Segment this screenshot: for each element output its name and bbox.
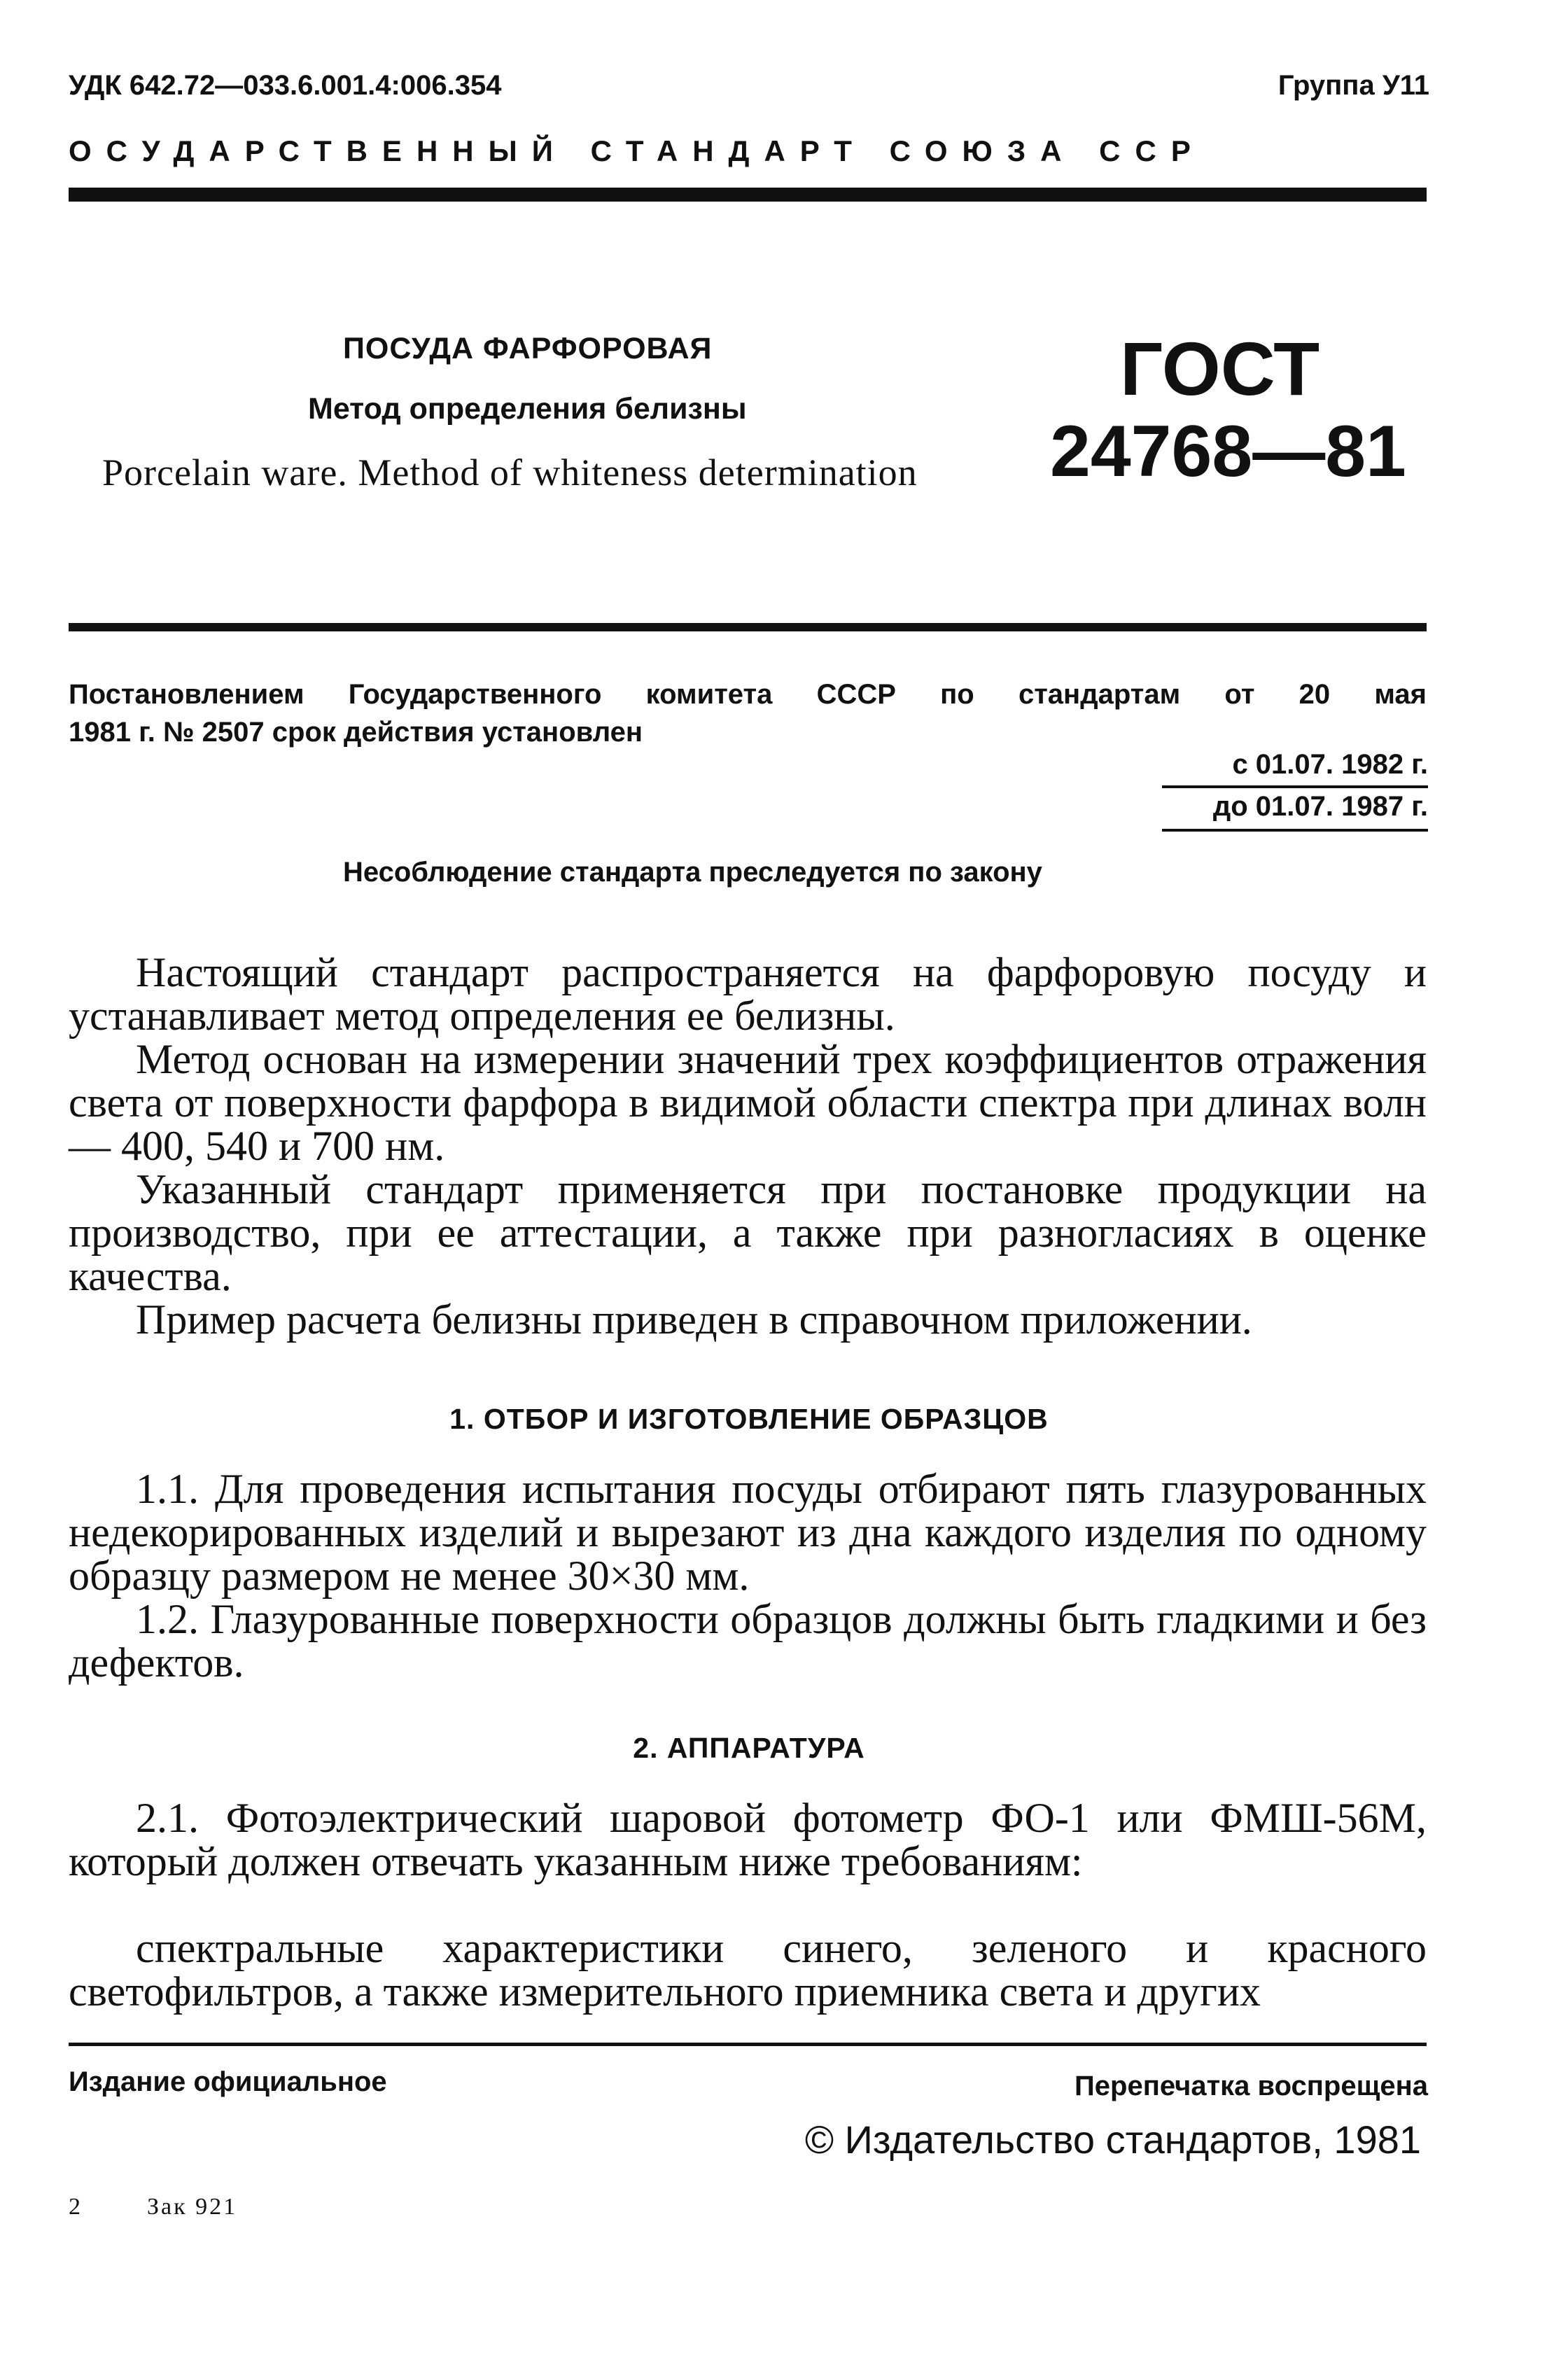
spectral-paragraph (69, 1926, 1427, 2013)
section-1-heading: 1. ОТБОР И ИЗГОТОВЛЕНИЕ ОБРАЗЦОВ (449, 1403, 1049, 1435)
intro-paragraph-4 (69, 1298, 1427, 1341)
intro-text-1: Настоящий стандарт распространяется на фарфоровую посуду и устанавливает метод определения ее белизны. (69, 949, 1427, 1039)
edition-label: Издание официальное (69, 2066, 387, 2097)
footer-rule (69, 2043, 1427, 2046)
clause-2-1-text: 2.1. Фотоэлектрический шаровой фотометр ФО-1 или ФМШ-56М, который должен отвечать указанным ниже требованиям: (69, 1795, 1427, 1884)
law-warning: Несоблюдение стандарта преследуется по закону (343, 857, 1042, 888)
title-rule (69, 623, 1427, 631)
udk-code: УДК 642.72—033.6.001.4:006.354 (69, 70, 502, 101)
validity-rule-2 (1162, 829, 1428, 832)
intro-text-4: Пример расчета белизны приведен в справочном приложении. (136, 1296, 1252, 1343)
intro-paragraph-2 (69, 1037, 1427, 1168)
clause-1-2-text: 1.2. Глазурованные поверхности образцов должны быть гладкими и без дефектов. (69, 1596, 1427, 1686)
group-code: Группа У11 (1278, 70, 1429, 101)
validity-to: до 01.07. 1987 г. (1212, 791, 1428, 822)
intro-paragraph-1 (69, 951, 1427, 1037)
order-number: Зак 921 (147, 2194, 238, 2220)
english-title: Porcelain ware. Method of whiteness determination (102, 451, 918, 493)
page-number: 2 (69, 2194, 80, 2220)
intro-text-3: Указанный стандарт применяется при постановке продукции на производство, при ее аттестации, а также при разногласиях в оценке качества. (69, 1166, 1427, 1299)
clause-1-1-text: 1.1. Для проведения испытания посуды отбирают пять глазурованных недекорированных изделий и вырезают из дна каждого изделия по одному образцу размером не менее 30×30 мм. (69, 1466, 1427, 1599)
intro-paragraph-3 (69, 1168, 1427, 1298)
spectral-text: спектральные характеристики синего, зеленого и красного светофильтров, а также измерительного приемника света и других (69, 1925, 1427, 2015)
intro-text-2: Метод основан на измерении значений трех коэффициентов отражения света от поверхности фарфора в видимой области спектра при длинах волн — 400, 540 и 700 нм. (69, 1036, 1427, 1169)
document-subtitle: Метод определения белизны (308, 392, 747, 426)
decree-line-2: 1981 г. № 2507 срок действия установлен (69, 717, 643, 748)
reprint-notice: Перепечатка воспрещена (1074, 2071, 1428, 2101)
validity-from: с 01.07. 1982 г. (1232, 749, 1428, 780)
clause-1-1 (69, 1467, 1427, 1597)
top-rule (69, 188, 1427, 202)
decree-line-1: Постановлением Государственного комитета СССР по стандартам от 20 мая (69, 679, 1427, 710)
standard-banner: ОСУДАРСТВЕННЫЙ СТАНДАРТ СОЮЗА ССР (69, 134, 1205, 167)
clause-2-1 (69, 1796, 1427, 1883)
gost-label: ГОСТ (1120, 326, 1320, 411)
validity-rule-1 (1162, 785, 1428, 788)
clause-1-2 (69, 1597, 1427, 1684)
section-2-heading: 2. АППАРАТУРА (633, 1732, 865, 1764)
gost-number: 24768—81 (1050, 411, 1406, 492)
document-title: ПОСУДА ФАРФОРОВАЯ (343, 332, 713, 365)
copyright-line: © Издательство стандартов, 1981 (804, 2118, 1421, 2162)
